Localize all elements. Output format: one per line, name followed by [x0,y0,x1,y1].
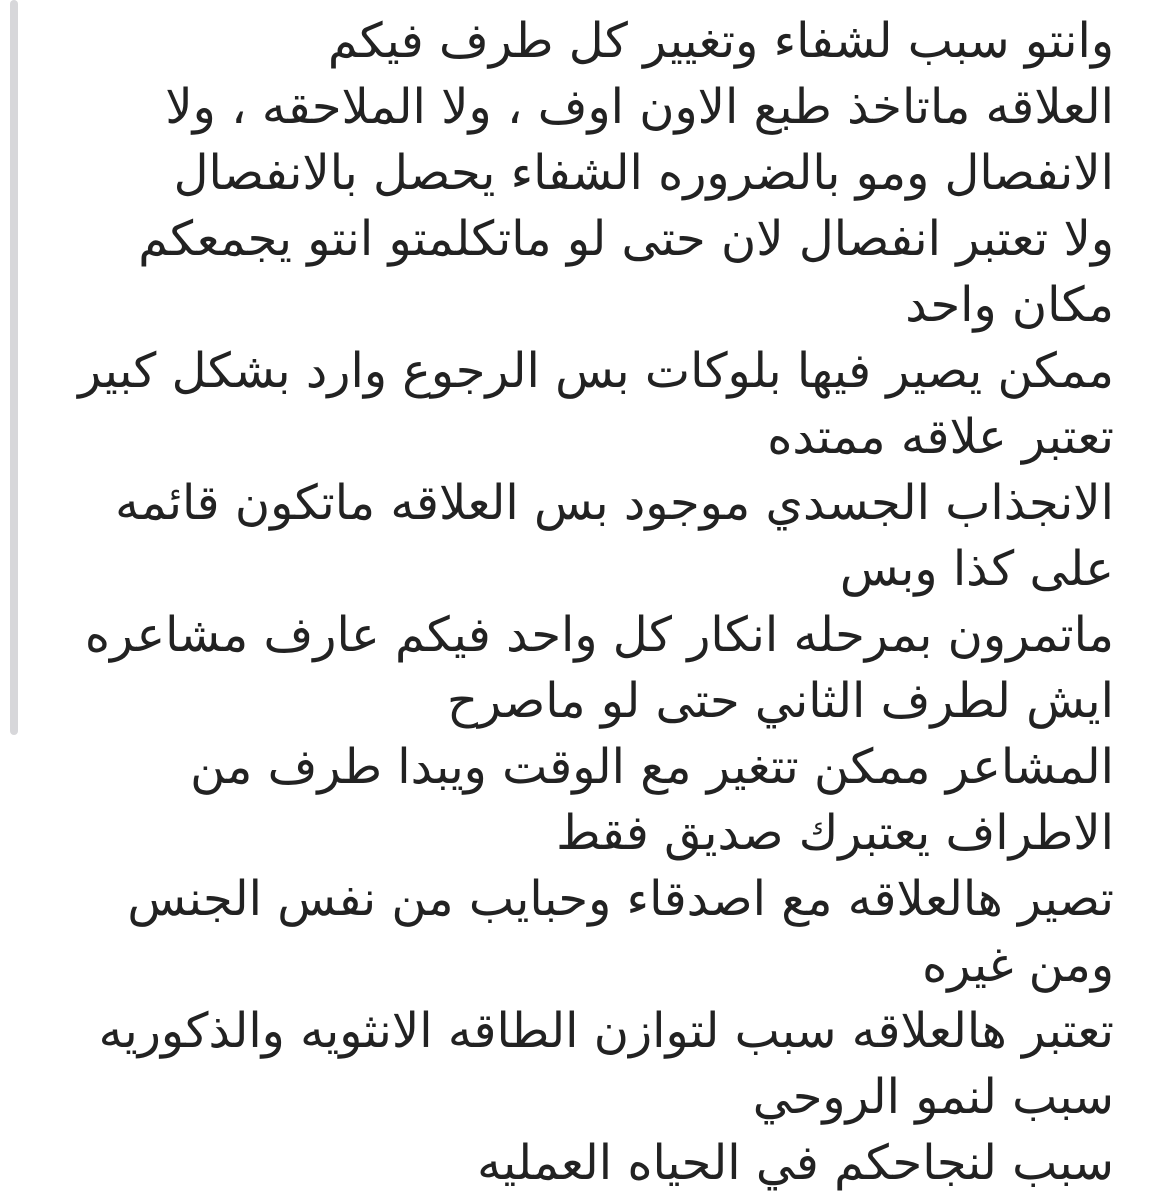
note-line-11: تعتبر هالعلاقه سبب لتوازن الطاقه الانثويه والذكوريه [98,1003,1114,1059]
note-line-3: الانفصال ومو بالضروره الشفاء يحصل بالانفصال [173,145,1114,201]
scrollbar-thumb[interactable] [10,0,18,735]
note-line-9: المشاعر ممكن تتغير مع الوقت ويبدا طرف من الاطراف يعتبرك صديق فقط [190,739,1114,861]
note-line-10: تصير هالعلاقه مع اصدقاء وحبايب من نفس الجنس ومن غيره [127,871,1114,993]
note-line-7: الانجذاب الجسدي موجود بس العلاقه ماتكون قائمه على كذا وبس [115,475,1114,597]
note-line-8: ماتمرون بمرحله انكار كل واحد فيكم عارف مشاعره ايش لطرف الثاني حتى لو ماصرح [84,607,1114,729]
note-line-4: ولا تعتبر انفصال لان حتى لو ماتكلمتو انتو يجمعكم مكان واحد [138,211,1114,333]
note-line-12: سبب لنمو الروحي [752,1069,1114,1125]
scrollbar-track[interactable] [5,0,13,1200]
note-line-1: وانتو سبب لشفاء وتغيير كل طرف فيكم [327,13,1114,69]
note-line-6: تعتبر علاقه ممتده [767,409,1114,465]
note-line-5: ممكن يصير فيها بلوكات بس الرجوع وارد بشكل كبير [78,343,1114,399]
note-line-2: العلاقه ماتاخذ طبع الاون اوف ، ولا الملاحقه ، ولا [165,79,1114,135]
note-line-13: سبب لنجاحكم في الحياه العمليه [477,1135,1114,1191]
note-text [40,8,1114,1196]
